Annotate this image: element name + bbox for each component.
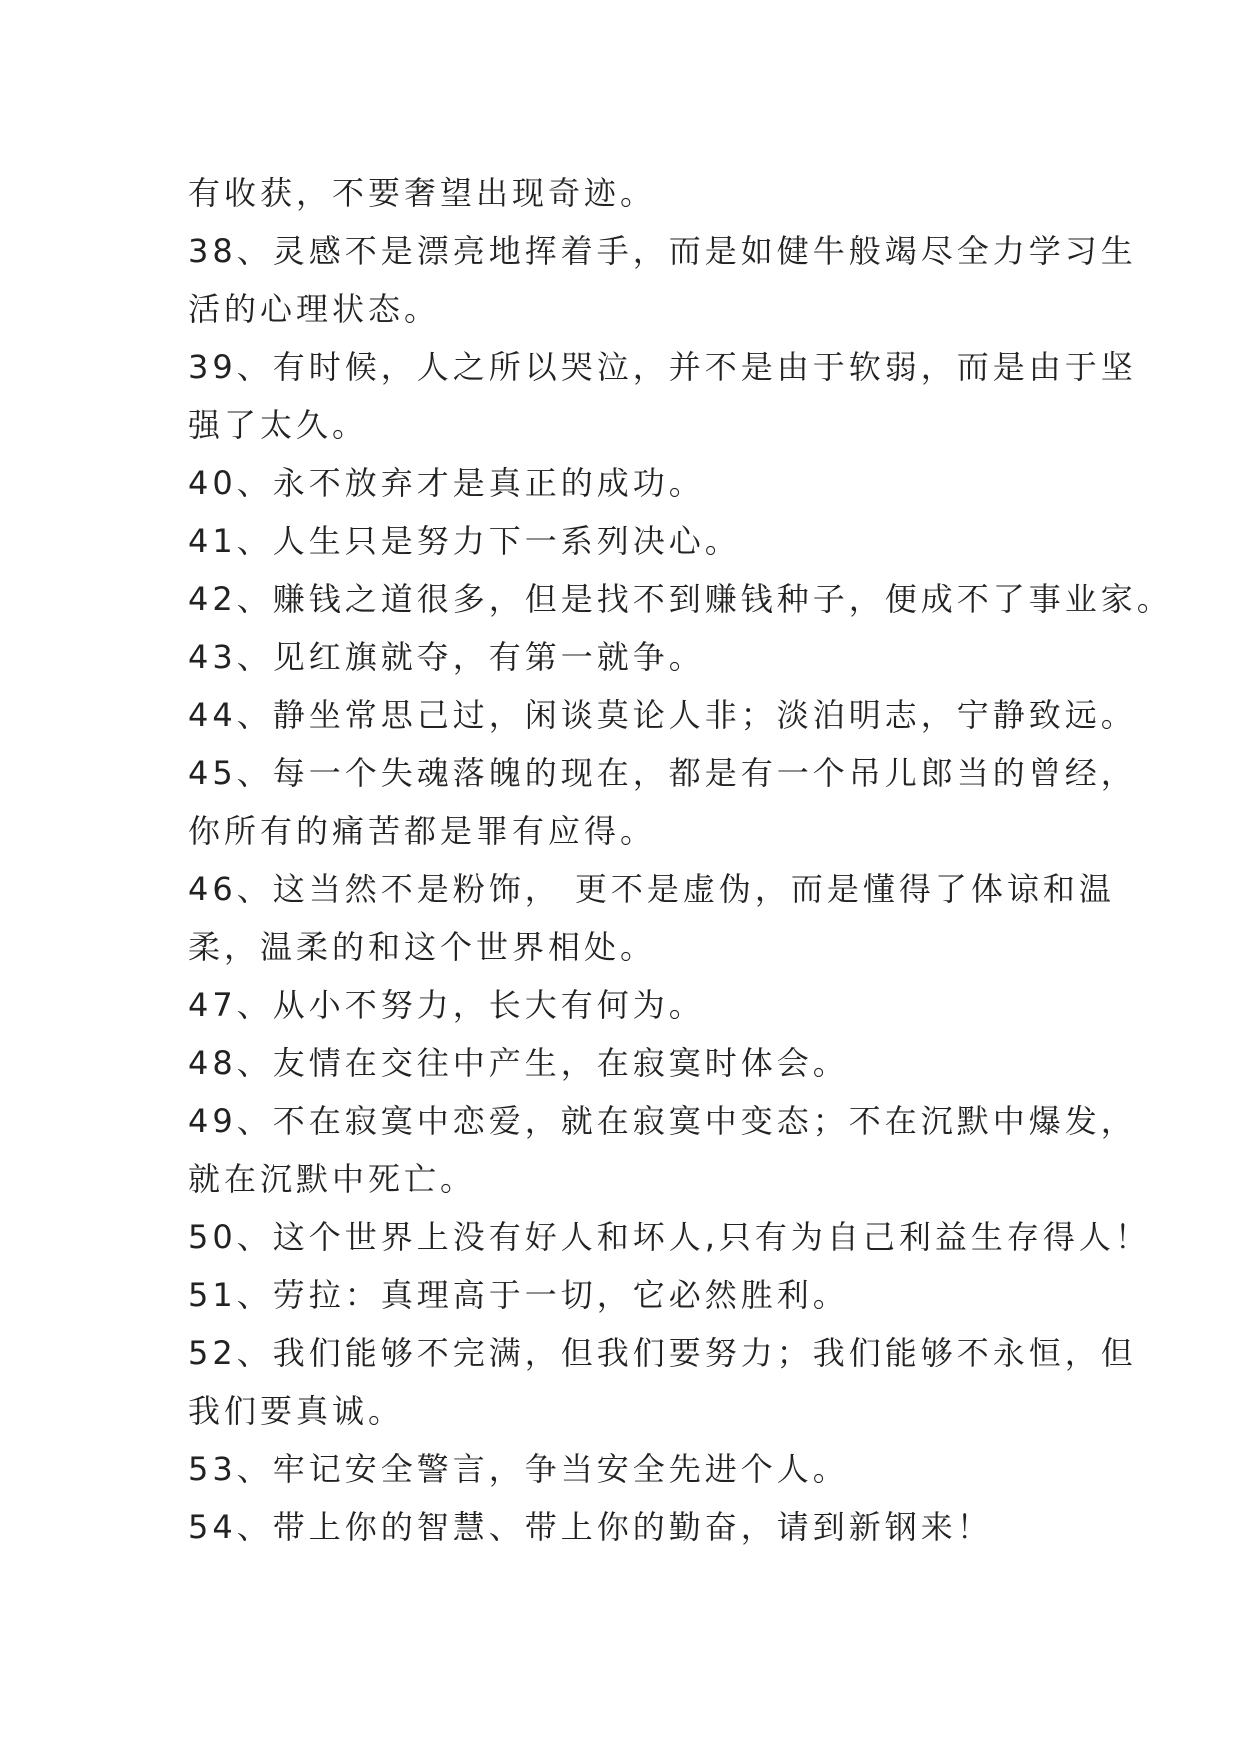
document-body xyxy=(188,164,1173,1556)
text-line: 46、这当然不是粉饰， 更不是虚伪，而是懂得了体谅和温 xyxy=(188,870,1115,908)
text-line: 就在沉默中死亡。 xyxy=(188,1160,477,1198)
text-line: 柔，温柔的和这个世界相处。 xyxy=(188,928,657,966)
text-line: 41、人生只是努力下一系列决心。 xyxy=(188,522,741,560)
text-line: 39、有时候，人之所以哭泣，并不是由于软弱，而是由于坚 xyxy=(188,348,1137,386)
text-line: 42、赚钱之道很多，但是找不到赚钱种子，便成不了事业家。 xyxy=(188,580,1173,618)
text-line: 54、带上你的智慧、带上你的勤奋，请到新钢来！ xyxy=(188,1508,993,1546)
text-line: 47、从小不努力，长大有何为。 xyxy=(188,986,705,1024)
text-line: 50、这个世界上没有好人和坏人,只有为自己利益生存得人！ xyxy=(188,1218,1151,1256)
text-line: 48、友情在交往中产生，在寂寞时体会。 xyxy=(188,1044,849,1082)
text-line: 38、灵感不是漂亮地挥着手，而是如健牛般竭尽全力学习生 xyxy=(188,232,1137,270)
text-line: 活的心理状态。 xyxy=(188,290,441,328)
text-line: 45、每一个失魂落魄的现在，都是有一个吊儿郎当的曾经， xyxy=(188,754,1137,792)
text-line: 你所有的痛苦都是罪有应得。 xyxy=(188,812,657,850)
text-line: 49、不在寂寞中恋爱，就在寂寞中变态；不在沉默中爆发， xyxy=(188,1102,1137,1140)
text-line: 51、劳拉：真理高于一切，它必然胜利。 xyxy=(188,1276,849,1314)
text-line: 40、永不放弃才是真正的成功。 xyxy=(188,464,705,502)
text-line: 有收获，不要奢望出现奇迹。 xyxy=(188,174,657,212)
text-line: 53、牢记安全警言，争当安全先进个人。 xyxy=(188,1450,849,1488)
text-line: 43、见红旗就夺，有第一就争。 xyxy=(188,638,705,676)
text-line: 44、静坐常思己过，闲谈莫论人非；淡泊明志，宁静致远。 xyxy=(188,696,1137,734)
text-line: 我们要真诚。 xyxy=(188,1392,405,1430)
text-line: 52、我们能够不完满，但我们要努力；我们能够不永恒，但 xyxy=(188,1334,1137,1372)
text-line: 强了太久。 xyxy=(188,406,369,444)
